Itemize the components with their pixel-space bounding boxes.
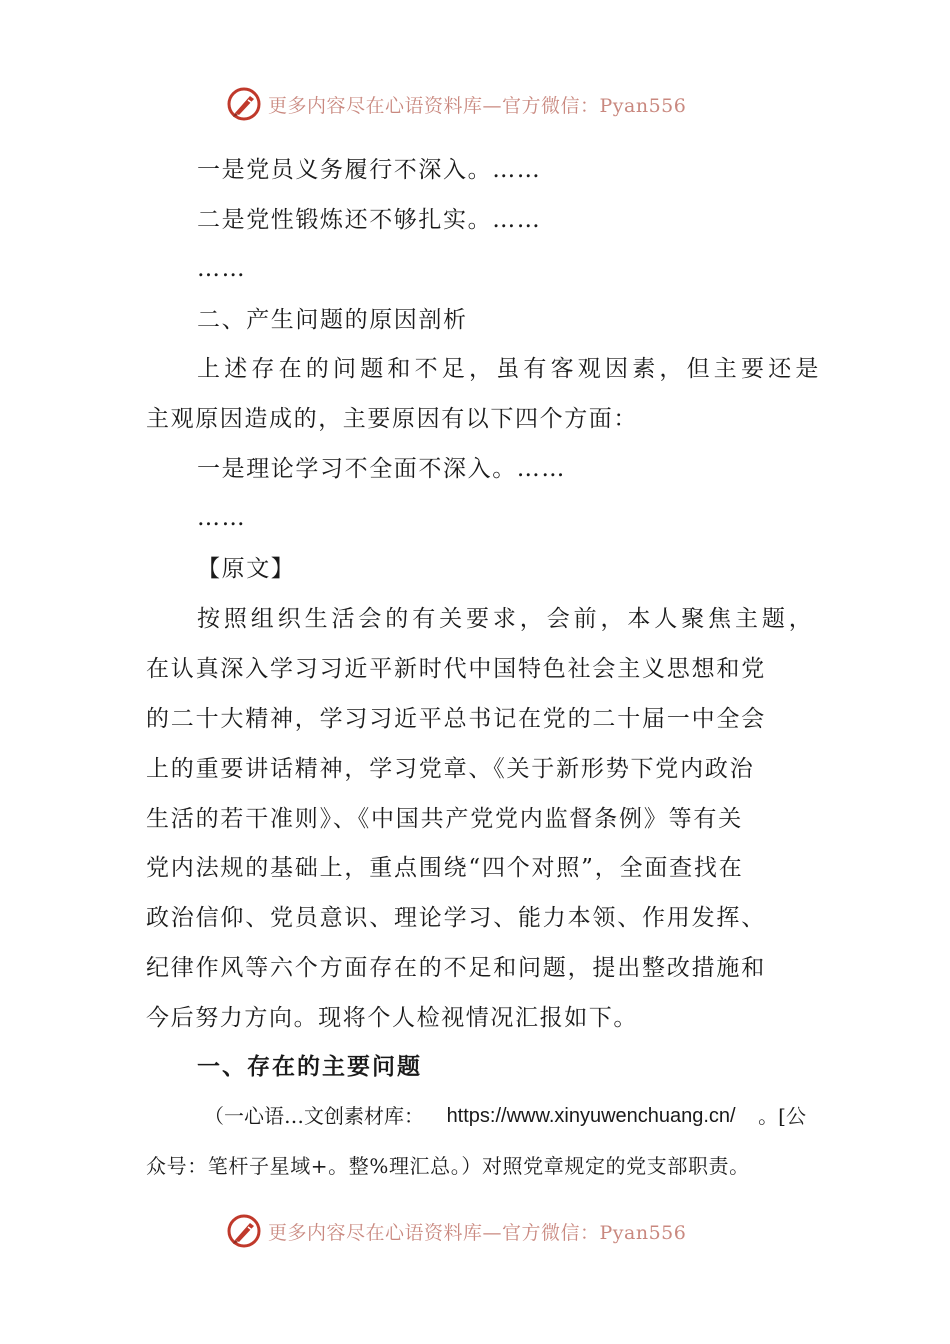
text-line: 政治信仰、党员意识、理论学习、能力本领、作用发挥、 xyxy=(146,905,766,931)
section-title: 二、产生问题的原因剖析 xyxy=(197,307,468,333)
text-line: 生活的若干准则》、《中国共产党党内监督条例》等有关 xyxy=(146,806,743,832)
text-line: 一是党员义务履行不深入。…… xyxy=(197,157,542,183)
watermark-text: 更多内容尽在心语资料库—官方微信：Pyan556 xyxy=(268,94,687,117)
pen-logo-icon xyxy=(226,1213,262,1249)
watermark-header xyxy=(226,84,686,124)
text-line: 党内法规的基础上，重点围绕“四个对照”，全面查找在 xyxy=(146,855,744,881)
section-heading: 一、存在的主要问题 xyxy=(197,1054,422,1080)
text-line: 按照组织生活会的有关要求，会前，本人聚焦主题， xyxy=(197,606,816,632)
text-line: 的二十大精神，学习习近平总书记在党的二十届一中全会 xyxy=(146,706,766,732)
pen-logo-icon xyxy=(226,86,262,122)
note-text: 。[公 xyxy=(758,1104,806,1128)
note-text: （一心语…文创素材库： xyxy=(204,1104,424,1128)
note-link[interactable]: https://www.xinyuwenchuang.cn/ xyxy=(446,1105,736,1127)
text-line: 在认真深入学习习近平新时代中国特色社会主义思想和党 xyxy=(146,656,766,682)
note-line: 众号：笔杆子星域+。整%理汇总。）对照党章规定的党支部职责。 xyxy=(146,1154,750,1178)
watermark-footer xyxy=(226,1211,686,1251)
text-line: …… xyxy=(197,505,247,531)
text-line: …… xyxy=(197,256,247,282)
text-line: 上的重要讲话精神，学习党章、《关于新形势下党内政治 xyxy=(146,756,755,782)
text-line: 今后努力方向。现将个人检视情况汇报如下。 xyxy=(146,1005,638,1031)
text-line: 主观原因造成的，主要原因有以下四个方面： xyxy=(146,406,638,432)
text-line: 纪律作风等六个方面存在的不足和问题，提出整改措施和 xyxy=(146,955,766,981)
text-line: 二是党性锻炼还不够扎实。…… xyxy=(197,207,542,233)
text-line: 上述存在的问题和不足，虽有客观因素，但主要还是 xyxy=(197,356,823,382)
original-label: 【原文】 xyxy=(197,556,296,582)
text-line: 一是理论学习不全面不深入。…… xyxy=(197,456,566,482)
note-line xyxy=(204,1101,806,1131)
watermark-text: 更多内容尽在心语资料库—官方微信：Pyan556 xyxy=(268,1221,687,1244)
